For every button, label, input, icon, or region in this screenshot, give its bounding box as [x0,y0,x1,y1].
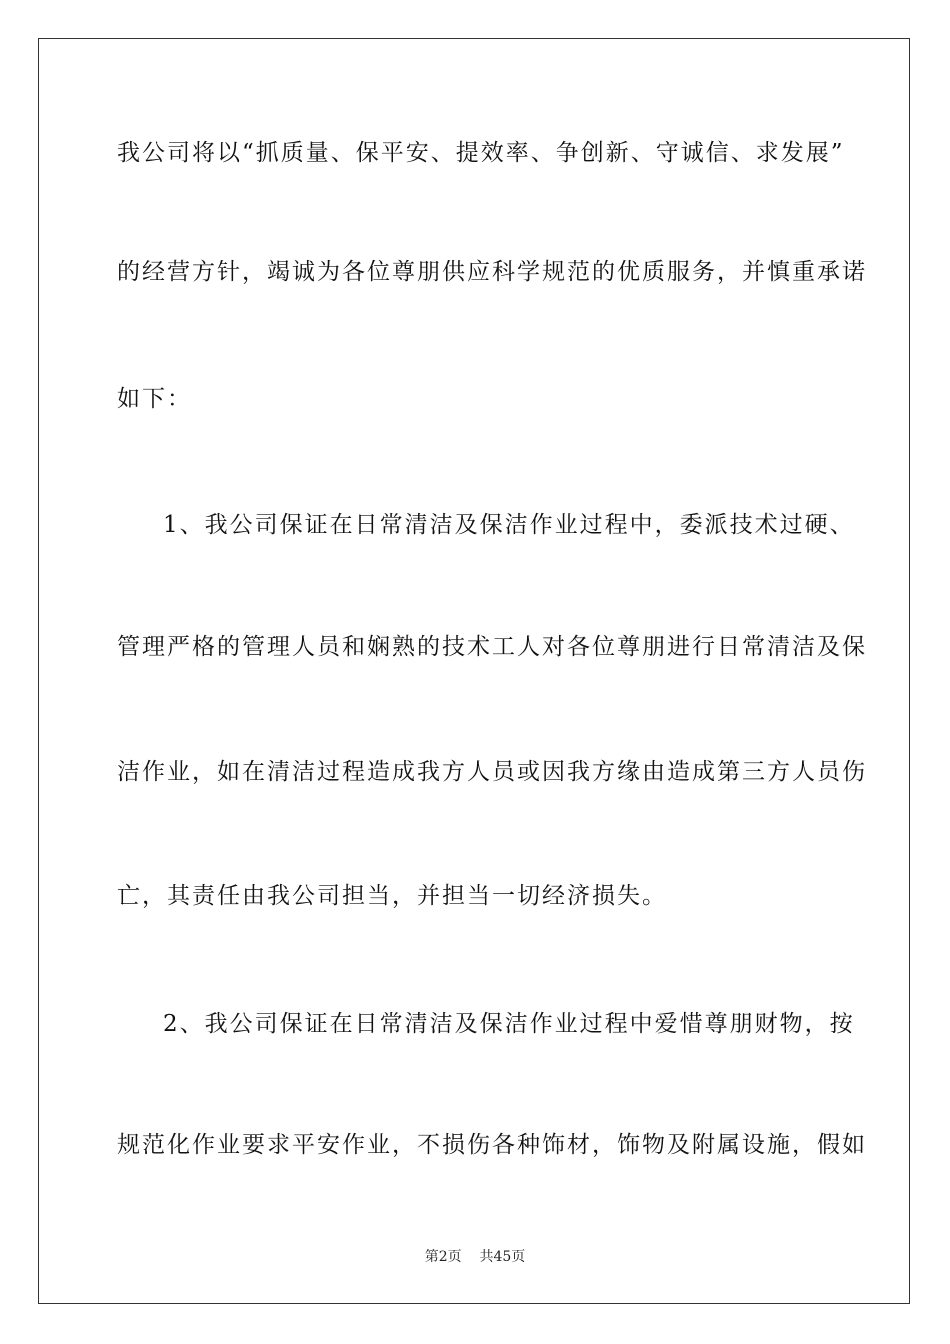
page-footer [0,1246,950,1266]
paragraph-2-line-2: 规范化作业要求平安作业，不损伤各种饰材，饰物及附属设施，假如 [117,1132,867,1158]
paragraph-2-line-1: 2、我公司保证在日常清洁及保洁作业过程中爱惜尊朋财物，按 [163,1011,855,1037]
text-line-1: 我公司将以“抓质量、保平安、提效率、争创新、守诚信、求发展” [117,140,845,166]
total-pages: 共45页 [479,1249,526,1265]
text-line-3: 如下： [117,386,192,412]
paragraph-1-line-1: 1、我公司保证在日常清洁及保洁作业过程中，委派技术过硬、 [163,512,855,538]
paragraph-1-line-2: 管理严格的管理人员和娴熟的技术工人对各位尊朋进行日常清洁及保 [117,634,867,660]
text-line-2: 的经营方针，竭诚为各位尊朋供应科学规范的优质服务，并慎重承诺 [117,259,867,285]
paragraph-1-line-3: 洁作业，如在清洁过程造成我方人员或因我方缘由造成第三方人员伤 [117,759,867,785]
paragraph-1-line-4: 亡，其责任由我公司担当，并担当一切经济损失。 [117,883,667,909]
page-frame [38,38,910,1304]
page-number: 第2页 [424,1249,462,1265]
